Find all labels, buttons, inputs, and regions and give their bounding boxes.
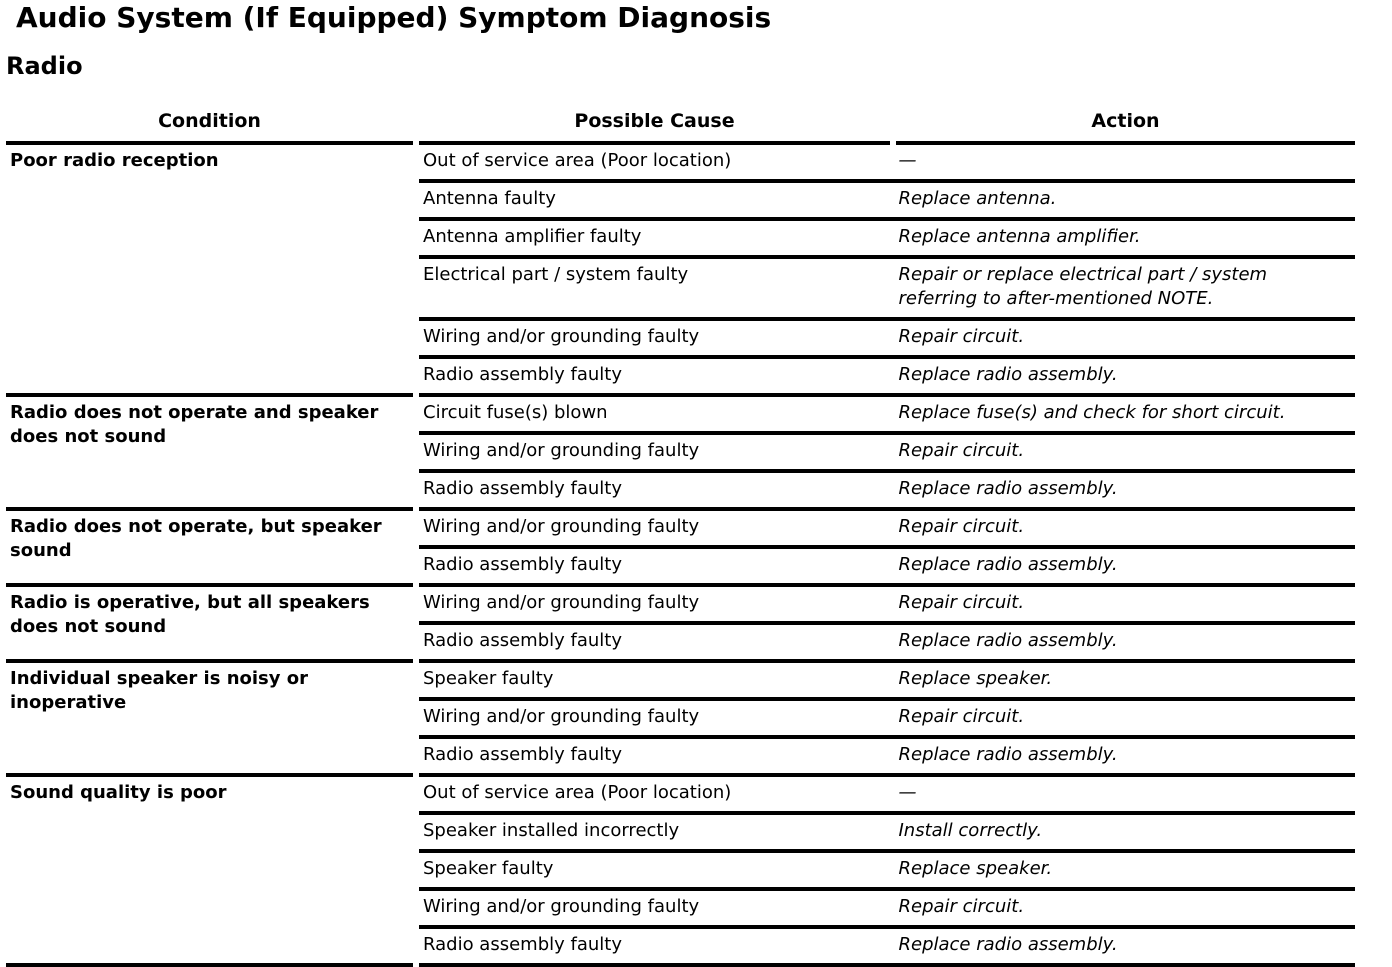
table-row — [6, 509, 1355, 547]
condition-header: Condition — [6, 101, 416, 143]
header-row — [6, 101, 1355, 143]
action-cell: Install correctly. — [893, 813, 1355, 851]
condition-cell: Poor radio reception — [6, 143, 416, 395]
cause-cell: Radio assembly faulty — [416, 737, 893, 775]
cause-cell: Antenna amplifier faulty — [416, 219, 893, 257]
cause-cell: Radio assembly faulty — [416, 927, 893, 965]
page-title: Audio System (If Equipped) Symptom Diagnosis — [16, 1, 772, 34]
table-row — [6, 395, 1355, 433]
section-title: Radio — [6, 52, 83, 80]
action-cell: Repair circuit. — [893, 699, 1355, 737]
cause-cell: Antenna faulty — [416, 181, 893, 219]
action-cell: Replace radio assembly. — [893, 927, 1355, 965]
cause-cell: Radio assembly faulty — [416, 623, 893, 661]
action-cell: Replace antenna. — [893, 181, 1355, 219]
table-row — [6, 143, 1355, 181]
cause-cell: Radio assembly faulty — [416, 547, 893, 585]
symptom-table — [6, 101, 1355, 967]
cause-cell: Wiring and/or grounding faulty — [416, 319, 893, 357]
action-cell: Repair circuit. — [893, 433, 1355, 471]
action-cell: — — [893, 143, 1355, 181]
cause-cell: Speaker faulty — [416, 851, 893, 889]
condition-cell: Individual speaker is noisy or inoperative — [6, 661, 416, 775]
action-cell: Repair circuit. — [893, 585, 1355, 623]
cause-cell: Out of service area (Poor location) — [416, 775, 893, 813]
cause-header: Possible Cause — [416, 101, 893, 143]
cause-cell: Radio assembly faulty — [416, 357, 893, 395]
cause-cell: Wiring and/or grounding faulty — [416, 433, 893, 471]
action-cell: Replace radio assembly. — [893, 357, 1355, 395]
action-cell: Repair circuit. — [893, 889, 1355, 927]
action-cell: — — [893, 775, 1355, 813]
action-cell: Repair circuit. — [893, 509, 1355, 547]
cause-cell: Wiring and/or grounding faulty — [416, 585, 893, 623]
action-cell: Replace radio assembly. — [893, 471, 1355, 509]
table-row — [6, 585, 1355, 623]
cause-cell: Wiring and/or grounding faulty — [416, 509, 893, 547]
table-row — [6, 775, 1355, 813]
action-cell: Replace radio assembly. — [893, 623, 1355, 661]
condition-cell: Sound quality is poor — [6, 775, 416, 965]
action-cell: Replace radio assembly. — [893, 547, 1355, 585]
action-cell: Repair or replace electrical part / system referring to after-mentioned NOTE. — [893, 257, 1355, 319]
action-cell: Replace fuse(s) and check for short circuit. — [893, 395, 1355, 433]
cause-cell: Circuit fuse(s) blown — [416, 395, 893, 433]
cause-cell: Radio assembly faulty — [416, 471, 893, 509]
action-cell: Repair circuit. — [893, 319, 1355, 357]
cause-cell: Wiring and/or grounding faulty — [416, 889, 893, 927]
action-cell: Replace speaker. — [893, 851, 1355, 889]
table-body — [6, 143, 1355, 965]
cause-cell: Electrical part / system faulty — [416, 257, 893, 319]
cause-cell: Speaker faulty — [416, 661, 893, 699]
action-cell: Replace radio assembly. — [893, 737, 1355, 775]
action-cell: Replace antenna amplifier. — [893, 219, 1355, 257]
table-header — [6, 101, 1355, 143]
condition-cell: Radio does not operate and speaker does not sound — [6, 395, 416, 509]
action-header: Action — [893, 101, 1355, 143]
cause-cell: Speaker installed incorrectly — [416, 813, 893, 851]
cause-cell: Out of service area (Poor location) — [416, 143, 893, 181]
condition-cell: Radio is operative, but all speakers does not sound — [6, 585, 416, 661]
condition-cell: Radio does not operate, but speaker sound — [6, 509, 416, 585]
table-row — [6, 661, 1355, 699]
action-cell: Replace speaker. — [893, 661, 1355, 699]
cause-cell: Wiring and/or grounding faulty — [416, 699, 893, 737]
